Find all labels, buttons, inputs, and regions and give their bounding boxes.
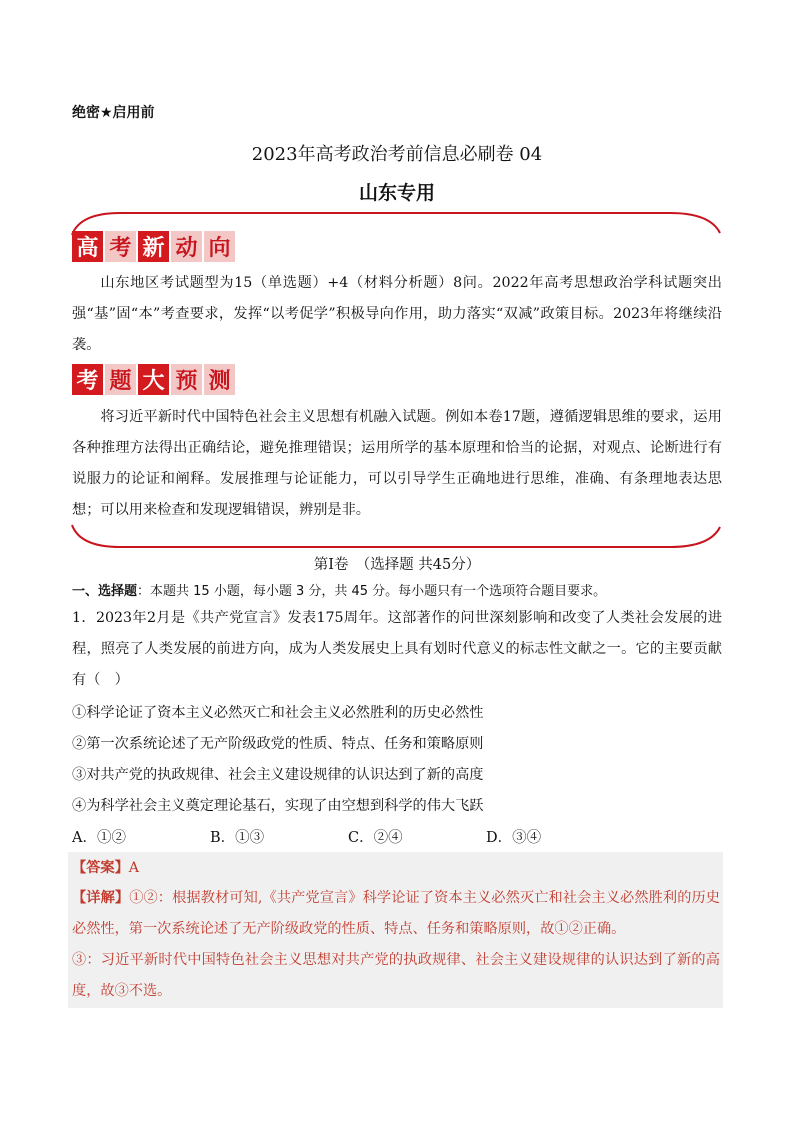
banner-exam-trends [72,231,235,262]
banner-char: 考 [105,231,136,262]
choice-a[interactable]: A．①② [72,830,126,846]
banner-char: 题 [105,364,136,395]
section-instruction [72,580,606,599]
section-title: 第Ⅰ卷 （选择题 共45分） [313,557,481,573]
intro-paragraph-1: 山东地区考试题型为15（单选题）+4（材料分析题）8问。2022年高考思想政治学科试题突出强“基”固“本”考查要求，发挥“以考促学”积极导向作用，助力落实“双减”政策目标。2023年将继续沿袭。 [72,275,722,353]
statement-3: ③对共产党的执政规律、社会主义建设规律的认识达到了新的高度 [72,767,484,783]
statement-1: ①科学论证了资本主义必然灭亡和社会主义必然胜利的历史必然性 [72,705,484,721]
statement-2: ②第一次系统论述了无产阶级政党的性质、特点、任务和策略原则 [72,736,484,752]
choice-c[interactable]: C．②④ [348,830,403,846]
detail-line-2: ③：习近平新时代中国特色社会主义思想对共产党的执政规律、社会主义建设规律的认识达到了新的高度，故③不选。 [72,952,720,999]
choice-d[interactable]: D．③④ [486,830,542,846]
question-1-stem: 1．2023年2月是《共产党宣言》发表175周年。这部著作的问世深刻影响和改变了人类社会发展的进程，照亮了人类发展的前进方向，成为人类发展史上具有划时代意义的标志性文献之一。它的主要贡献有（ ） [72,610,722,688]
answer-detail [72,883,720,1007]
answer-line [72,857,139,877]
banner-char: 新 [138,231,169,262]
banner-char: 测 [204,364,235,395]
statement-4: ④为科学社会主义奠定理论基石，实现了由空想到科学的伟大飞跃 [72,798,484,814]
choice-b[interactable]: B．①③ [210,830,265,846]
banner-char: 向 [204,231,235,262]
instruction-heading: 一、选择题 [72,584,138,599]
banner-char: 预 [171,364,202,395]
intro-paragraph-2: 将习近平新时代中国特色社会主义思想有机融入试题。例如本卷17题，遵循逻辑思维的要求，运用各种推理方法得出正确结论，避免推理错误；运用所学的基本原理和恰当的论据，对观点、论断进行有说服力的论证和阐释。发展推理与论证能力，可以引导学生正确地进行思维，准确、有条理地表达思想；可以用来检查和发现逻辑错误，辨别是非。 [72,409,722,518]
detail-text-1: ①②：根据教材可知,《共产党宣言》科学论证了资本主义必然灭亡和社会主义必然胜利的历史必然性，第一次系统论述了无产阶级政党的性质、特点、任务和策略原则，故①②正确。 [72,890,720,937]
banner-char: 考 [72,364,103,395]
confidential-label: 绝密★启用前 [72,105,155,121]
banner-char: 高 [72,231,103,262]
detail-line-1 [72,883,720,945]
paper-title: 2023年高考政治考前信息必刷卷 04 [251,144,543,165]
answer-value: A [128,860,140,876]
instruction-text: ：本题共 15 小题，每小题 3 分，共 45 分。每小题只有一个选项符合题目要求。 [137,584,607,599]
detail-label: 【详解】 [72,890,130,906]
answer-label: 【答案】 [72,860,129,876]
banner-char: 动 [171,231,202,262]
banner-exam-prediction [72,364,235,395]
banner-char: 大 [138,364,169,395]
paper-subtitle: 山东专用 [358,182,435,204]
